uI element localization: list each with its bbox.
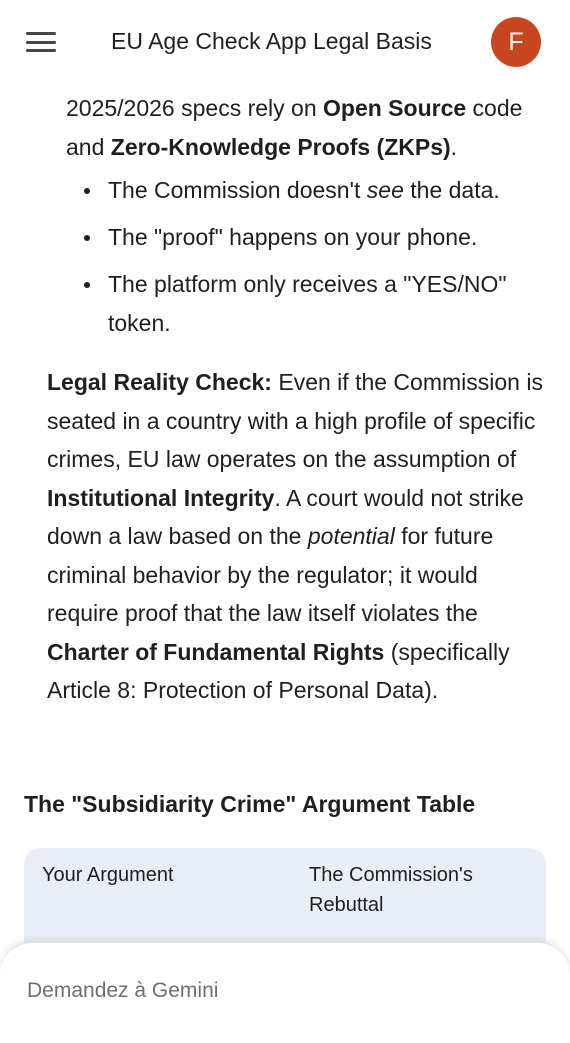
table-header-your-argument: Your Argument [42,864,174,886]
legal-bold-3: Charter of Fundamental Rights [47,638,385,665]
legal-text-3: for future criminal behavior by the regulator; it would require proof that the law itself violates the [47,523,494,626]
intro-paragraph [66,89,556,167]
bullet-text: The Commission doesn't [108,177,367,203]
chat-title[interactable]: EU Age Check App Legal Basis [111,28,432,54]
legal-text-4: (specifically Article 8: Protection of Personal Data). [47,638,510,703]
account-avatar[interactable]: F [491,17,541,67]
bullet-list [66,171,546,351]
list-item [66,218,546,257]
legal-text-1: Even if the Commission is seated in a country with a high profile of specific crimes, EU law operates on the assumption of [47,369,543,472]
legal-bold-1: Legal Reality Check: [47,369,272,395]
bullet-text-end: the data. [403,177,500,203]
legal-text-2: . A court would not strike down a law based on the [47,484,524,549]
bullet-emphasis: see [366,177,404,203]
bullet-dot [84,282,90,288]
section-heading: The "Subsidiarity Crime" Argument Table [24,791,476,817]
list-item [66,265,546,343]
intro-text-1: 2025/2026 specs rely on [66,95,324,121]
top-app-bar [0,0,570,84]
legal-italic-1: potential [307,523,395,549]
legal-reality-paragraph [47,363,547,710]
intro-text-2: code and [66,95,523,160]
prompt-input-bar[interactable] [0,942,570,1043]
legal-bold-2: Institutional Integrity [47,484,275,511]
menu-icon[interactable] [24,28,58,56]
bullet-text: The platform only receives a "YES/NO" token. [108,271,507,336]
intro-bold-1: Open Source [323,95,467,121]
intro-bold-2: Zero-Knowledge Proofs (ZKPs) [110,134,451,160]
intro-text-3: . [450,134,458,160]
bullet-text: The "proof" happens on your phone. [108,224,478,250]
table-header-commission-rebuttal: The Commission's Rebuttal [309,864,473,916]
bullet-dot [84,235,90,241]
list-item [66,171,546,210]
prompt-input[interactable]: Demandez à Gemini [27,979,219,1002]
bullet-dot [84,188,90,194]
